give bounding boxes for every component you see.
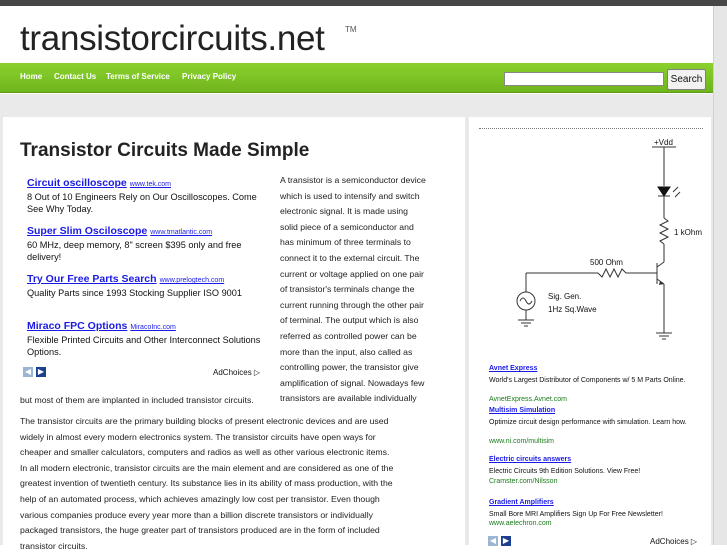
sidebar-ad-description: Optimize circuit design performance with simulation. Learn how. bbox=[489, 419, 687, 426]
ad-link[interactable] bbox=[27, 273, 224, 285]
sidebar-ad-title[interactable]: Avnet Express bbox=[489, 365, 538, 372]
ad-next-button[interactable]: ▶ bbox=[37, 367, 45, 376]
vdd-label: +Vdd bbox=[654, 138, 673, 147]
sidebar-ad-url[interactable]: www.aelechron.com bbox=[489, 520, 552, 527]
circuit-diagram bbox=[505, 135, 705, 350]
sidebar-ad-url[interactable]: www.ni.com/multisim bbox=[489, 438, 554, 445]
nav-terms-of-service[interactable]: Terms of Service bbox=[106, 72, 170, 81]
sidebar-ad-title[interactable]: Gradient Amplifiers bbox=[489, 499, 554, 506]
source-waveform-label: 1Hz Sq.Wave bbox=[548, 305, 597, 314]
nav-bar bbox=[0, 63, 727, 93]
ad-prev-button[interactable]: ◀ bbox=[24, 367, 32, 376]
sidebar-ad-title[interactable]: Multisim Simulation bbox=[489, 407, 556, 414]
ad-url[interactable]: MiracoInc.com bbox=[130, 324, 176, 331]
nav-home[interactable]: Home bbox=[20, 72, 43, 81]
nav-privacy-policy[interactable]: Privacy Policy bbox=[182, 72, 237, 81]
sidebar-ad-description: Electric Circuits 9th Edition Solutions. View Free! bbox=[489, 468, 641, 475]
adchoices-icon: ▷ bbox=[253, 368, 261, 377]
ad-url[interactable]: www.tmatlantic.com bbox=[150, 229, 213, 236]
scrollbar[interactable] bbox=[713, 6, 727, 545]
sidebar-ad-description: World's Largest Distributor of Components w/ 5 M Parts Online. bbox=[489, 377, 686, 384]
body-paragraph: The transistor circuits are the primary building blocks of present electronic devices and are used widely in almost every modern electronics system. The transistor circuits have open ways for cheaper and smaller calculators, computers and radios as well as other various electronic items. In all modern electronic, transistor circuits are the main element and are considered as one of the greatest invention of twentieth century. Its substance lies in its ability of mass production, with the help of an automated process, which achieves amazingly low cost per transistor. Even though various companies produce every year more than a billion discrete transistors or individually packaged transistors, the huge greater part of transistors produced are in the form of included transistor circuits. bbox=[20, 416, 394, 551]
sidebar-adchoices-link[interactable]: AdChoices ▷ bbox=[650, 537, 698, 546]
ad-description: 60 MHz, deep memory, 8" screen $395 only and free delivery! bbox=[27, 240, 242, 262]
adchoices-link[interactable]: AdChoices ▷ bbox=[213, 368, 261, 377]
sidebar-ad-url[interactable]: Cramster.com/Nilsson bbox=[489, 478, 558, 485]
intro-text: A transistor is a semiconductor device which is used to intensify and switch electronic signal. It is made using solid piece of a semiconductor and has minimum of three terminals to connect it to the external circuit. The current or voltage applied on one pair of transistor's terminals change the current running through the other pair of terminal. The output which is also referred as controlled power can be more than the input, also called as controlling power, the transistor give amplification of signal. Nowadays few transistors are available individually bbox=[280, 175, 426, 404]
adchoices-icon: ▷ bbox=[690, 537, 698, 546]
ad-link[interactable] bbox=[27, 177, 171, 189]
sidebar-ad-url[interactable]: AvnetExpress.Avnet.com bbox=[489, 396, 567, 403]
ad-description: Flexible Printed Circuits and Other Interconnect Solutions Options. bbox=[27, 335, 261, 357]
sidebar-ad-description: Small Bore MRI Amplifiers Sign Up For Free Newsletter! bbox=[489, 511, 663, 518]
ad-title[interactable]: Super Slim Osciloscope bbox=[27, 225, 148, 237]
base-resistor-label: 500 Ohm bbox=[590, 258, 623, 267]
ad-description: 8 Out of 10 Engineers Rely on Our Oscilloscopes. Come See Why Today. bbox=[27, 192, 257, 214]
ad-url[interactable]: www.tek.com bbox=[129, 181, 172, 188]
ad-title[interactable]: Miraco FPC Options bbox=[27, 320, 128, 332]
ad-url[interactable]: www.prelogtech.com bbox=[159, 277, 225, 284]
ad-link[interactable] bbox=[27, 320, 176, 332]
search-button[interactable]: Search bbox=[667, 69, 706, 90]
ad-title[interactable]: Try Our Free Parts Search bbox=[27, 273, 157, 285]
page-title: Transistor Circuits Made Simple bbox=[20, 140, 310, 161]
source-label: Sig. Gen. bbox=[548, 292, 582, 301]
collector-resistor-label: 1 kOhm bbox=[674, 228, 703, 237]
site-title[interactable]: transistorcircuits.net bbox=[20, 19, 325, 58]
sidebar-divider bbox=[479, 128, 703, 129]
sub-bar bbox=[0, 94, 727, 116]
sidebar-ad-title[interactable]: Electric circuits answers bbox=[489, 456, 572, 463]
search-input[interactable] bbox=[504, 72, 664, 86]
ad-link[interactable] bbox=[27, 225, 212, 237]
trademark-mark: TM bbox=[345, 25, 357, 34]
site-header bbox=[0, 6, 727, 63]
intro-continuation: but most of them are implanted in included transistor circuits. bbox=[20, 395, 254, 405]
ad-description: Quality Parts since 1993 Stocking Supplier ISO 9001 bbox=[27, 288, 243, 298]
sidebar-ad-next-button[interactable]: ▶ bbox=[502, 536, 510, 545]
sidebar-ad-prev-button[interactable]: ◀ bbox=[489, 536, 497, 545]
ad-title[interactable]: Circuit oscilloscope bbox=[27, 177, 127, 189]
nav-contact-us[interactable]: Contact Us bbox=[54, 72, 97, 81]
